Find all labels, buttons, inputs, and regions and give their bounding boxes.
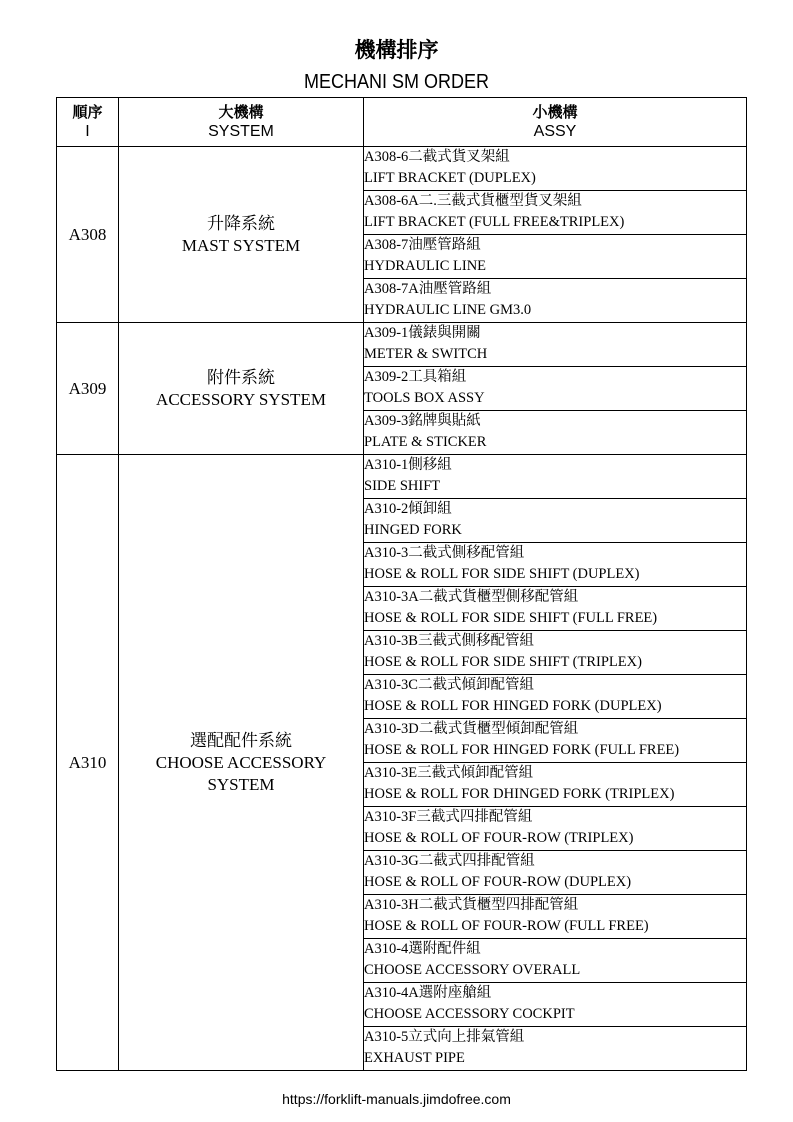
- assy-item: [364, 719, 747, 763]
- assy-en: HOSE & ROLL OF FOUR-ROW (FULL FREE): [364, 918, 649, 934]
- assy-en: HYDRAULIC LINE: [364, 258, 487, 274]
- assy-item: [364, 983, 747, 1027]
- assy-item: [364, 807, 747, 851]
- assy-zh: A310-3E三截式傾卸配管組: [364, 765, 534, 781]
- assy-item: [364, 587, 747, 631]
- assy-zh: A309-2工具箱組: [364, 369, 467, 385]
- system-zh: 升降系統: [207, 213, 275, 233]
- assy-zh: A309-1儀錶與開關: [364, 325, 481, 341]
- assy-zh: A308-7油壓管路組: [364, 237, 481, 253]
- system-en: CHOOSE ACCESSORY: [155, 752, 327, 772]
- assy-en: HOSE & ROLL FOR HINGED FORK (FULL FREE): [364, 742, 680, 758]
- assy-item: [364, 147, 747, 191]
- system-zh: 附件系統: [207, 367, 275, 387]
- assy-item: [364, 455, 747, 499]
- table-header-row: [57, 98, 747, 147]
- assy-zh: A310-4A選附座艙組: [364, 985, 492, 1001]
- table-row: [57, 455, 747, 499]
- assy-item: [364, 631, 747, 675]
- assy-item: [364, 939, 747, 983]
- assy-zh: A308-6A二.三截式貨櫃型貨叉架組: [364, 193, 582, 209]
- group-system: [119, 323, 364, 455]
- assy-zh: A310-3F三截式四排配管組: [364, 809, 533, 825]
- header-system: [119, 98, 364, 147]
- assy-item: [364, 499, 747, 543]
- assy-en: METER & SWITCH: [364, 346, 488, 362]
- assy-zh: A310-3二截式側移配管組: [364, 545, 525, 561]
- assy-zh: A310-3C二截式傾卸配管組: [364, 677, 534, 693]
- system-zh: 選配配件系統: [190, 730, 292, 750]
- assy-en: LIFT BRACKET (FULL FREE&TRIPLEX): [364, 214, 625, 230]
- header-system-zh: 大機構: [218, 103, 264, 121]
- assy-zh: A310-1側移組: [364, 457, 452, 473]
- system-en: ACCESSORY SYSTEM: [156, 389, 326, 409]
- assy-en: HYDRAULIC LINE GM3.0: [364, 302, 532, 318]
- assy-en: HOSE & ROLL FOR SIDE SHIFT (FULL FREE): [364, 610, 658, 626]
- assy-en: HOSE & ROLL OF FOUR-ROW (DUPLEX): [364, 874, 632, 890]
- assy-zh: A310-3B三截式側移配管組: [364, 633, 534, 649]
- assy-zh: A310-3H二截式貨櫃型四排配管組: [364, 897, 579, 913]
- assy-en: HOSE & ROLL FOR SIDE SHIFT (TRIPLEX): [364, 654, 642, 670]
- mechanism-order-table: [56, 97, 747, 1071]
- assy-en: SIDE SHIFT: [364, 478, 441, 494]
- assy-item: [364, 367, 747, 411]
- table-row: [57, 147, 747, 191]
- assy-item: [364, 235, 747, 279]
- assy-zh: A308-6二截式貨叉架組: [364, 149, 510, 165]
- assy-item: [364, 411, 747, 455]
- page-title-english: MECHANI SM ORDER: [303, 71, 490, 93]
- footer-url: https://forklift-manuals.jimdofree.com: [282, 1091, 511, 1107]
- assy-item: [364, 851, 747, 895]
- group-system: [119, 147, 364, 323]
- assy-item: [364, 323, 747, 367]
- group-system: [119, 455, 364, 1071]
- page-title-chinese: 機構排序: [354, 38, 439, 62]
- assy-zh: A310-3G二截式四排配管組: [364, 853, 535, 869]
- assy-en: CHOOSE ACCESSORY COCKPIT: [364, 1006, 575, 1022]
- assy-zh: A310-5立式向上排氣管組: [364, 1029, 525, 1045]
- assy-en: HOSE & ROLL FOR SIDE SHIFT (DUPLEX): [364, 566, 640, 582]
- assy-zh: A309-3銘牌與貼紙: [364, 413, 481, 429]
- header-assy: [364, 98, 747, 147]
- assy-zh: A308-7A油壓管路組: [364, 281, 492, 297]
- assy-en: HOSE & ROLL FOR HINGED FORK (DUPLEX): [364, 698, 662, 714]
- assy-zh: A310-4選附配件組: [364, 941, 481, 957]
- table-body: [57, 147, 747, 1071]
- assy-zh: A310-3A二截式貨櫃型側移配管組: [364, 589, 579, 605]
- assy-en: HINGED FORK: [364, 522, 462, 538]
- table-row: [57, 323, 747, 367]
- assy-en: PLATE & STICKER: [364, 434, 487, 450]
- assy-en: CHOOSE ACCESSORY OVERALL: [364, 962, 581, 978]
- system-en-line2: SYSTEM: [207, 774, 275, 794]
- header-order-zh: 順序: [72, 103, 103, 121]
- assy-item: [364, 675, 747, 719]
- system-en: MAST SYSTEM: [181, 235, 301, 255]
- assy-en: LIFT BRACKET (DUPLEX): [364, 170, 536, 186]
- assy-item: [364, 763, 747, 807]
- group-code: A310: [57, 455, 119, 1071]
- header-assy-en: ASSY: [533, 123, 577, 140]
- assy-item: [364, 1027, 747, 1071]
- assy-item: [364, 895, 747, 939]
- assy-en: EXHAUST PIPE: [364, 1050, 465, 1066]
- assy-item: [364, 191, 747, 235]
- assy-en: HOSE & ROLL OF FOUR-ROW (TRIPLEX): [364, 830, 634, 846]
- group-code: A308: [57, 147, 119, 323]
- assy-en: TOOLS BOX ASSY: [364, 390, 485, 406]
- header-order-en: I: [85, 123, 90, 140]
- assy-zh: A310-3D二截式貨櫃型傾卸配管組: [364, 721, 579, 737]
- assy-item: [364, 543, 747, 587]
- assy-item: [364, 279, 747, 323]
- assy-en: HOSE & ROLL FOR DHINGED FORK (TRIPLEX): [364, 786, 675, 802]
- header-assy-zh: 小機構: [532, 103, 578, 121]
- assy-zh: A310-2傾卸組: [364, 501, 452, 517]
- group-code: A309: [57, 323, 119, 455]
- header-order: [57, 98, 119, 147]
- header-system-en: SYSTEM: [208, 123, 274, 140]
